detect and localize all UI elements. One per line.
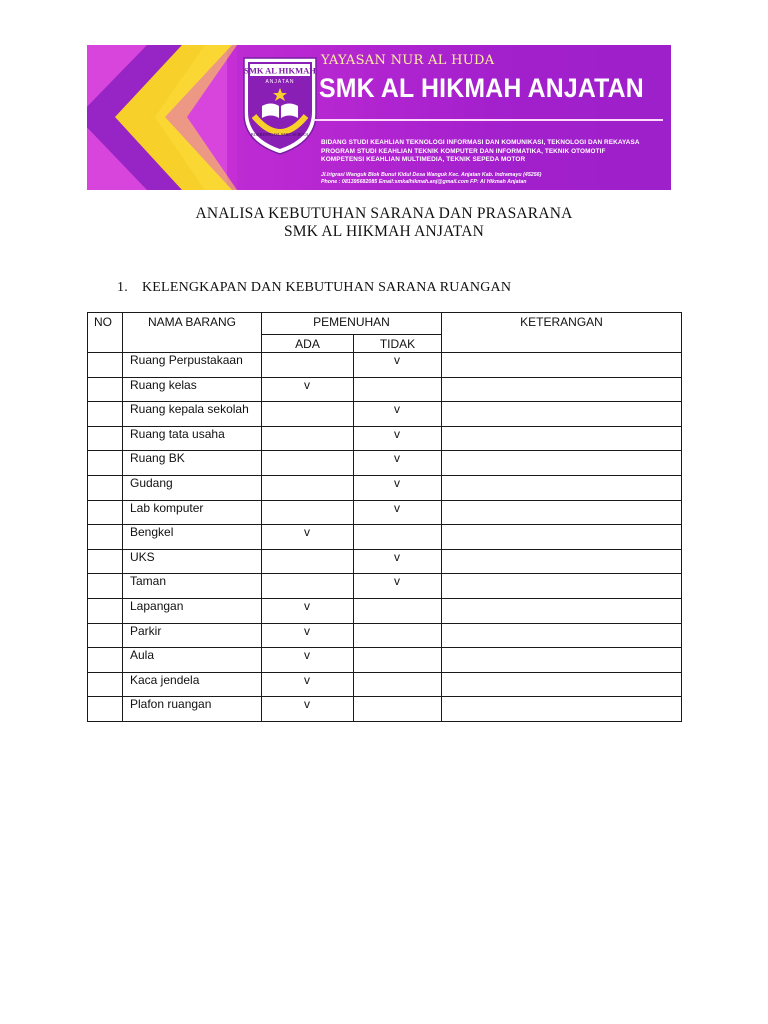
ada-check-cell	[262, 549, 354, 574]
notes-cell	[442, 525, 682, 550]
crest-sub-text: ANJATAN	[265, 79, 295, 85]
document-subtitle: SMK AL HIKMAH ANJATAN	[283, 223, 485, 240]
ada-check-cell: v	[262, 672, 354, 697]
notes-cell	[442, 623, 682, 648]
item-name-cell: Ruang BK	[123, 451, 262, 476]
tidak-check-cell	[354, 623, 442, 648]
table-row	[88, 697, 682, 722]
ada-check-cell	[262, 574, 354, 599]
crest-title-text: SMK AL HIKMAH	[244, 65, 316, 76]
school-crest-logo	[240, 56, 320, 156]
tidak-check-cell	[354, 598, 442, 623]
row-number-cell	[88, 672, 123, 697]
section-title: KELENGKAPAN DAN KEBUTUHAN SARANA RUANGAN	[142, 280, 512, 295]
item-name-cell: Lab komputer	[123, 500, 262, 525]
program-line: BIDANG STUDI KEAHLIAN TEKNOLOGI INFORMASI DAN KOMUNIKASI, TEKNOLOGI DAN REKAYASA	[321, 139, 640, 146]
row-number-cell	[88, 549, 123, 574]
table-row	[88, 377, 682, 402]
row-number-cell	[88, 402, 123, 427]
ada-check-cell	[262, 500, 354, 525]
item-name-cell: Ruang Perpustakaan	[123, 353, 262, 378]
table-row	[88, 500, 682, 525]
item-name-cell: Lapangan	[123, 598, 262, 623]
item-name-cell: Kaca jendela	[123, 672, 262, 697]
header-notes: KETERANGAN	[442, 313, 682, 353]
tidak-check-cell: v	[354, 500, 442, 525]
header-ada: ADA	[262, 335, 354, 353]
item-name-cell: Ruang kepala sekolah	[123, 402, 262, 427]
program-info	[321, 139, 661, 165]
notes-cell	[442, 574, 682, 599]
tidak-check-cell	[354, 697, 442, 722]
notes-cell	[442, 475, 682, 500]
table-row	[88, 475, 682, 500]
ada-check-cell	[262, 451, 354, 476]
row-number-cell	[88, 525, 123, 550]
tidak-check-cell: v	[354, 353, 442, 378]
row-number-cell	[88, 574, 123, 599]
table-row	[88, 549, 682, 574]
header-fulfillment: PEMENUHAN	[262, 313, 442, 335]
notes-cell	[442, 353, 682, 378]
program-line: KOMPETENSI KEAHLIAN MULTIMEDIA, TEKNIK SEPEDA MOTOR	[321, 156, 526, 163]
tidak-check-cell	[354, 377, 442, 402]
document-title: ANALISA KEBUTUHAN SARANA DAN PRASARANA	[195, 205, 573, 222]
item-name-cell: Ruang tata usaha	[123, 426, 262, 451]
row-number-cell	[88, 697, 123, 722]
ada-check-cell: v	[262, 598, 354, 623]
row-number-cell	[88, 648, 123, 673]
header-item-name: NAMA BARANG	[123, 313, 262, 353]
phone-email-line: Phone : 081395682085 Email:smkalhikmah.anj@gmail.com FP: Al Hikmah Anjatan	[321, 179, 527, 185]
notes-cell	[442, 549, 682, 574]
notes-cell	[442, 377, 682, 402]
tidak-check-cell	[354, 525, 442, 550]
row-number-cell	[88, 353, 123, 378]
table-row	[88, 426, 682, 451]
ada-check-cell: v	[262, 697, 354, 722]
notes-cell	[442, 402, 682, 427]
header-tidak: TIDAK	[354, 335, 442, 353]
facilities-table	[87, 312, 682, 722]
item-name-cell: Parkir	[123, 623, 262, 648]
tidak-check-cell: v	[354, 574, 442, 599]
notes-cell	[442, 648, 682, 673]
item-name-cell: Gudang	[123, 475, 262, 500]
ada-check-cell: v	[262, 377, 354, 402]
school-name: SMK AL HIKMAH ANJATAN	[319, 73, 644, 103]
item-name-cell: Plafon ruangan	[123, 697, 262, 722]
tidak-check-cell	[354, 672, 442, 697]
item-name-cell: UKS	[123, 549, 262, 574]
notes-cell	[442, 598, 682, 623]
notes-cell	[442, 672, 682, 697]
table-row	[88, 353, 682, 378]
row-number-cell	[88, 475, 123, 500]
row-number-cell	[88, 623, 123, 648]
table-row	[88, 598, 682, 623]
table-row	[88, 525, 682, 550]
notes-cell	[442, 697, 682, 722]
tidak-check-cell: v	[354, 426, 442, 451]
table-row	[88, 648, 682, 673]
notes-cell	[442, 426, 682, 451]
ada-check-cell: v	[262, 623, 354, 648]
tidak-check-cell: v	[354, 549, 442, 574]
table-row	[88, 672, 682, 697]
row-number-cell	[88, 598, 123, 623]
table-row	[88, 402, 682, 427]
section-number: 1.	[117, 280, 128, 295]
address-line: Jl.Irigrasi Wanguk Blok Bunut Kidul Desa Wanguk Kec. Anjatan Kab. Indramayu (45256)	[321, 172, 542, 178]
ada-check-cell	[262, 475, 354, 500]
ada-check-cell: v	[262, 525, 354, 550]
notes-cell	[442, 451, 682, 476]
ada-check-cell	[262, 402, 354, 427]
row-number-cell	[88, 451, 123, 476]
letterhead-banner	[87, 45, 671, 190]
row-number-cell	[88, 426, 123, 451]
tidak-check-cell: v	[354, 475, 442, 500]
table-row	[88, 451, 682, 476]
program-line: PROGRAM STUDI KEAHLIAN TEKNIK KOMPUTER DAN INFORMATIKA, TEKNIK OTOMOTIF	[321, 147, 606, 155]
tidak-check-cell: v	[354, 451, 442, 476]
header-divider	[313, 119, 663, 121]
row-number-cell	[88, 377, 123, 402]
row-number-cell	[88, 500, 123, 525]
table-row	[88, 574, 682, 599]
item-name-cell: Bengkel	[123, 525, 262, 550]
crest-ring-text: BOARDING ISLAMIC SCHOOL	[250, 132, 310, 137]
table-row	[88, 623, 682, 648]
item-name-cell: Aula	[123, 648, 262, 673]
tidak-check-cell: v	[354, 402, 442, 427]
tidak-check-cell	[354, 648, 442, 673]
section-heading	[117, 280, 511, 296]
header-no: NO	[88, 313, 123, 353]
contact-info	[321, 172, 661, 186]
item-name-cell: Ruang kelas	[123, 377, 262, 402]
foundation-name: YAYASAN NUR AL HUDA	[321, 53, 495, 68]
item-name-cell: Taman	[123, 574, 262, 599]
ada-check-cell: v	[262, 648, 354, 673]
ada-check-cell	[262, 426, 354, 451]
ada-check-cell	[262, 353, 354, 378]
notes-cell	[442, 500, 682, 525]
